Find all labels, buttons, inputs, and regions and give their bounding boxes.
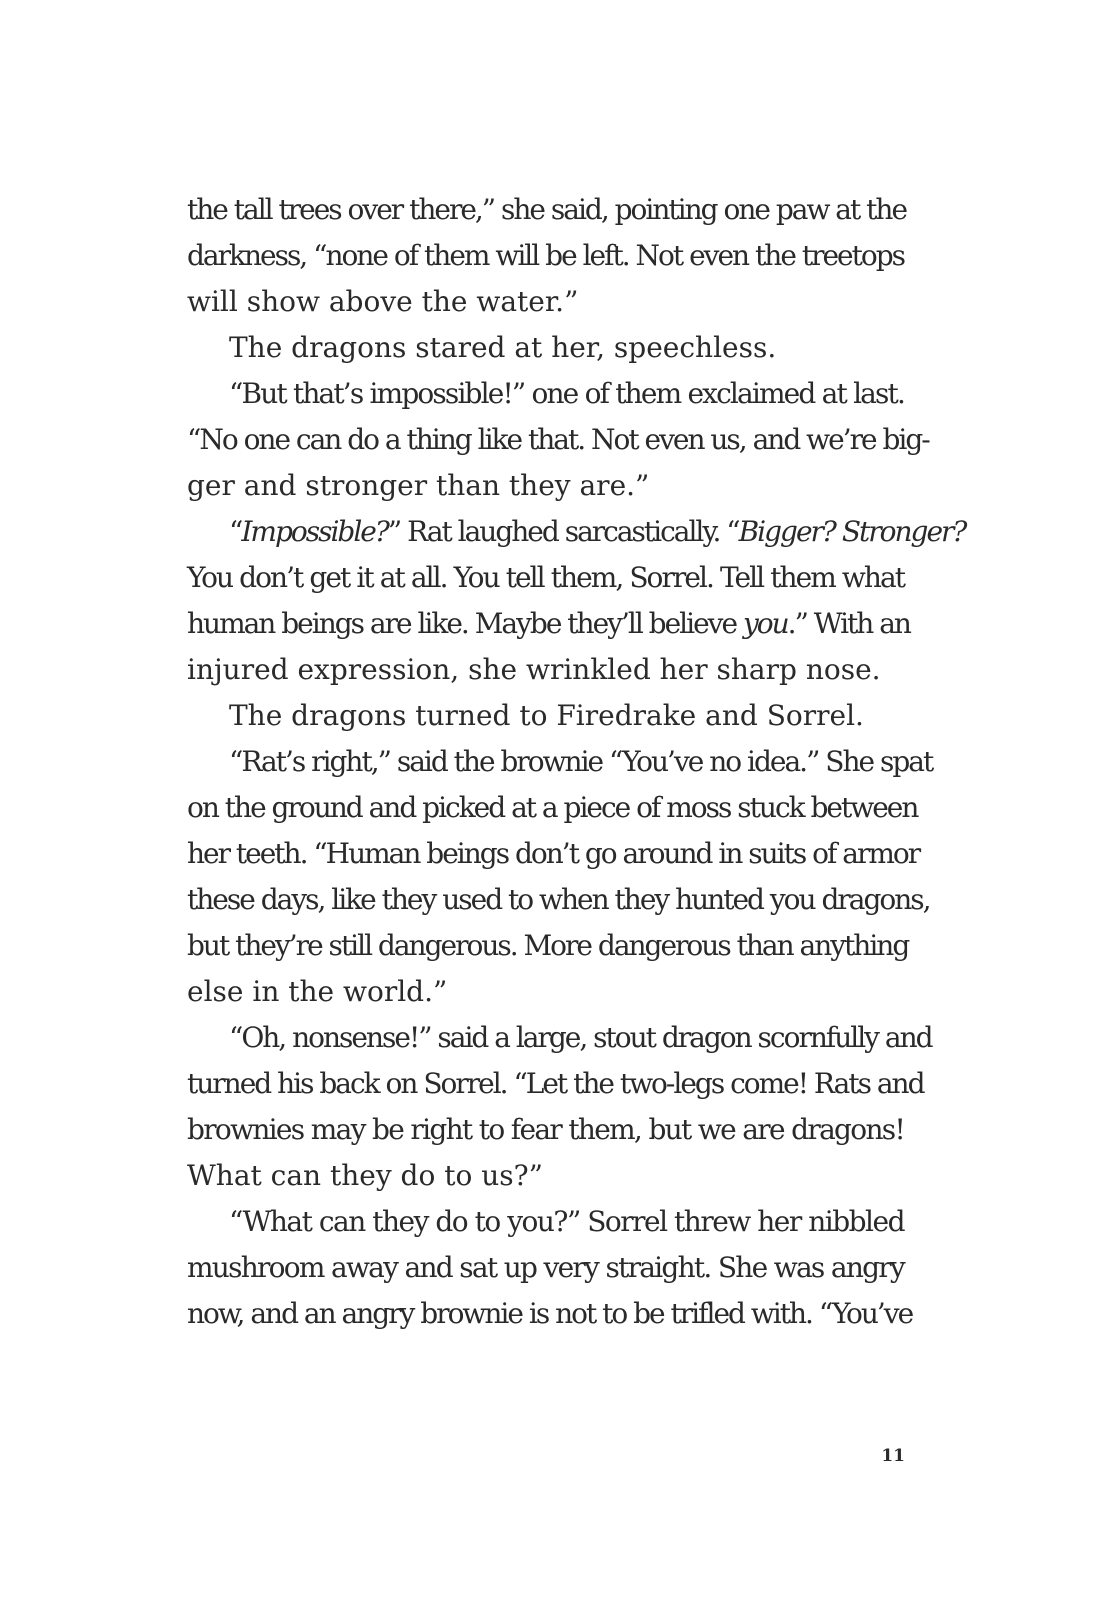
text-line [187, 1291, 913, 1337]
text-segment: human beings are like. Maybe they’ll believe [187, 607, 743, 640]
text-line [187, 1015, 932, 1061]
text-segment: but they’re still dangerous. More dangerous than anything [187, 929, 909, 962]
text-line [187, 187, 907, 233]
text-segment: “ [229, 515, 242, 548]
text-segment: The dragons turned to Firedrake and Sorrel. [229, 699, 864, 732]
text-line [187, 325, 904, 371]
text-segment: else in the world.” [187, 975, 448, 1008]
text-line [187, 463, 904, 509]
text-line [187, 1107, 904, 1153]
text-line [187, 417, 929, 463]
text-segment: turned his back on Sorrel. “Let the two-legs come! Rats and [187, 1067, 924, 1100]
text-segment: mushroom away and sat up very straight. She was angry [187, 1251, 904, 1284]
text-line [187, 1199, 904, 1245]
text-segment: injured expression, she wrinkled her sharp nose. [187, 653, 881, 686]
text-line [187, 647, 904, 693]
text-segment: ger and stronger than they are.” [187, 469, 650, 502]
italic-segment: Bigger? Stronger? [738, 515, 966, 548]
page-number: 11 [881, 1446, 905, 1466]
italic-segment: Impossible? [241, 515, 388, 548]
text-line [187, 509, 966, 555]
text-segment: on the ground and picked at a piece of moss stuck between [187, 791, 918, 824]
text-segment: these days, like they used to when they hunted you dragons, [187, 883, 930, 916]
text-line [187, 1061, 924, 1107]
text-line [187, 279, 904, 325]
text-line [187, 371, 904, 417]
text-segment: the tall trees over there,” she said, pointing one paw at the [187, 193, 907, 226]
text-segment: .” With an [787, 607, 910, 640]
text-segment: “What can they do to you?” Sorrel threw her nibbled [229, 1205, 904, 1238]
text-segment: brownies may be right to fear them, but we are dragons! [187, 1113, 904, 1146]
text-line [187, 969, 904, 1015]
text-line [187, 831, 920, 877]
text-line [187, 923, 909, 969]
text-segment: What can they do to us?” [187, 1159, 543, 1192]
text-line [187, 693, 904, 739]
text-segment: You don’t get it at all. You tell them, Sorrel. Tell them what [187, 561, 904, 594]
text-segment: ” Rat laughed sarcastically. “ [387, 515, 739, 548]
text-line [187, 739, 933, 785]
text-line [187, 877, 930, 923]
text-line [187, 785, 918, 831]
text-segment: The dragons stared at her, speechless. [229, 331, 777, 364]
text-segment: now, and an angry brownie is not to be trifled with. “You’ve [187, 1297, 913, 1330]
text-segment: “Oh, nonsense!” said a large, stout dragon scornfully and [229, 1021, 932, 1054]
text-line [187, 1153, 904, 1199]
text-segment: her teeth. “Human beings don’t go around in suits of armor [187, 837, 920, 870]
body-text [187, 187, 966, 1337]
text-segment: will show above the water.” [187, 285, 579, 318]
text-line [187, 555, 904, 601]
italic-segment: you [742, 607, 788, 640]
text-segment: “No one can do a thing like that. Not even us, and we’re big- [187, 423, 929, 456]
text-segment: “Rat’s right,” said the brownie “You’ve no idea.” She spat [229, 745, 933, 778]
text-line [187, 233, 904, 279]
text-line [187, 601, 910, 647]
text-segment: “But that’s impossible!” one of them exclaimed at last. [229, 377, 904, 410]
text-line [187, 1245, 904, 1291]
text-segment: darkness, “none of them will be left. Not even the treetops [187, 239, 904, 272]
